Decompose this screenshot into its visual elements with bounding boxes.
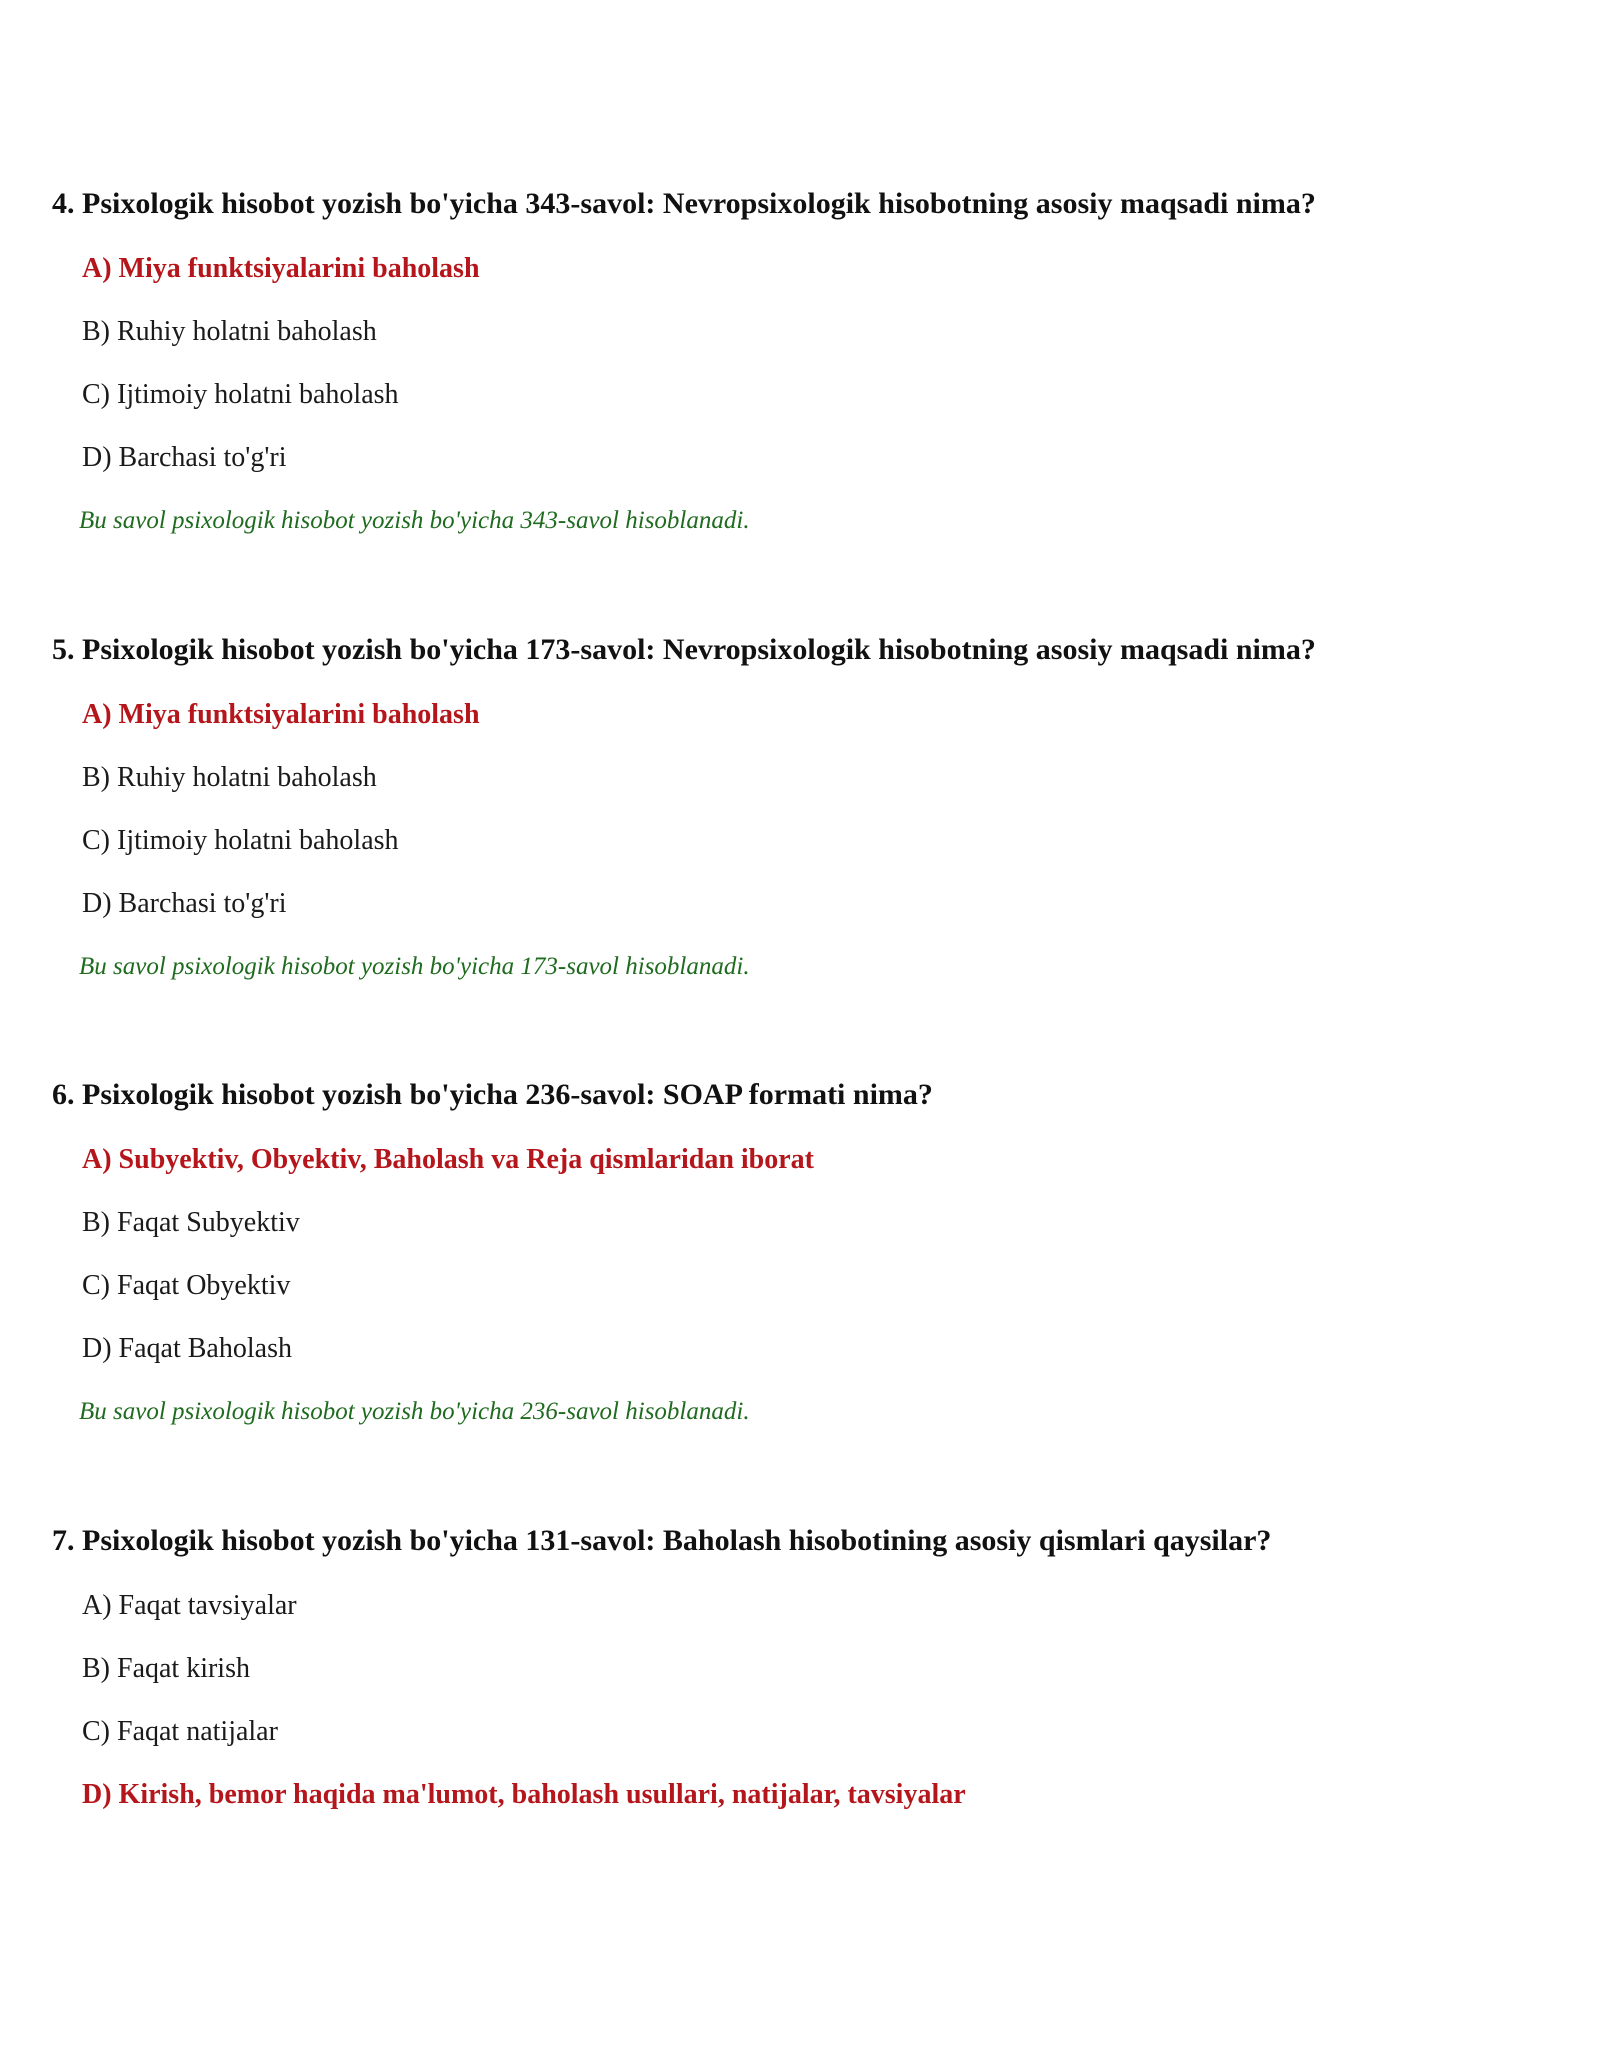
question-note: Bu savol psixologik hisobot yozish bo'yicha 173-savol hisoblanadi. [79, 953, 750, 980]
answer-option-d: D) Faqat Baholash [82, 1333, 292, 1364]
answer-option-b: B) Ruhiy holatni baholash [82, 762, 377, 793]
answer-option-d: D) Kirish, bemor haqida ma'lumot, baholash usullari, natijalar, tavsiyalar [82, 1779, 966, 1810]
answer-option-c: C) Faqat Obyektiv [82, 1270, 291, 1301]
answer-option-a: A) Faqat tavsiyalar [82, 1590, 297, 1621]
answer-option-b: B) Ruhiy holatni baholash [82, 316, 377, 347]
answer-option-a: A) Miya funktsiyalarini baholash [82, 699, 480, 730]
question-title: 4. Psixologik hisobot yozish bo'yicha 343-savol: Nevropsixologik hisobotning asosiy maqsadi nima? [52, 187, 1316, 220]
question-title: 7. Psixologik hisobot yozish bo'yicha 131-savol: Baholash hisobotining asosiy qismlari qaysilar? [52, 1524, 1272, 1557]
answer-option-c: C) Ijtimoiy holatni baholash [82, 825, 399, 856]
answer-option-a: A) Subyektiv, Obyektiv, Baholash va Reja qismlaridan iborat [82, 1144, 815, 1175]
answer-option-c: C) Faqat natijalar [82, 1716, 278, 1747]
question-note: Bu savol psixologik hisobot yozish bo'yicha 236-savol hisoblanadi. [79, 1398, 750, 1425]
question-title: 6. Psixologik hisobot yozish bo'yicha 236-savol: SOAP formati nima? [52, 1078, 933, 1111]
question-note: Bu savol psixologik hisobot yozish bo'yicha 343-savol hisoblanadi. [79, 507, 750, 534]
question-title: 5. Psixologik hisobot yozish bo'yicha 173-savol: Nevropsixologik hisobotning asosiy maqsadi nima? [52, 633, 1316, 666]
answer-option-c: C) Ijtimoiy holatni baholash [82, 379, 399, 410]
answer-option-b: B) Faqat Subyektiv [82, 1207, 300, 1238]
answer-option-d: D) Barchasi to'g'ri [82, 442, 287, 473]
answer-option-d: D) Barchasi to'g'ri [82, 888, 287, 919]
answer-option-b: B) Faqat kirish [82, 1653, 250, 1684]
answer-option-a: A) Miya funktsiyalarini baholash [82, 253, 480, 284]
